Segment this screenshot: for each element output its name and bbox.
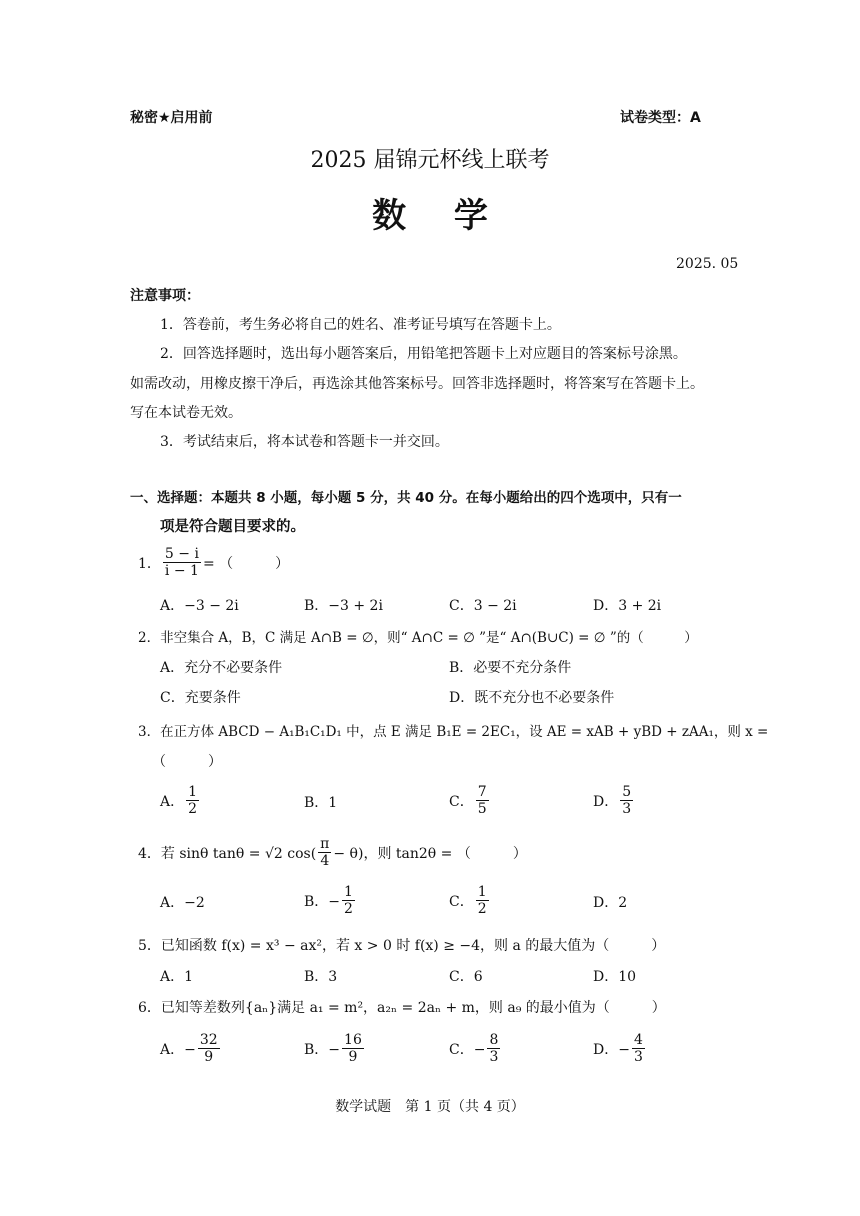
question-3-option-d[interactable] (593, 784, 635, 817)
notice-item-2c: 写在本试卷无效。 (130, 405, 242, 421)
option-label: B．− (304, 893, 341, 910)
option-label: B．− (304, 1041, 341, 1058)
exam-title: 2025 届锦元杯线上联考 (310, 148, 550, 173)
question-6-option-b[interactable] (304, 1032, 366, 1065)
fraction-denominator: 5 (477, 801, 487, 818)
fraction-denominator: 2 (477, 901, 487, 918)
fraction-denominator: 3 (622, 801, 632, 818)
question-3-option-b[interactable]: B．1 (304, 795, 338, 811)
section-heading-line1: 一、选择题：本题共 8 小题，每小题 5 分，共 40 分。在每小题给出的四个选项中，只有一 (130, 490, 682, 506)
question-6-option-d[interactable] (593, 1032, 647, 1065)
confidential-label: 秘密★启用前 (130, 110, 213, 126)
question-5-option-c[interactable]: C．6 (449, 969, 483, 985)
fraction-denominator: 4 (320, 853, 330, 870)
question-4-option-a[interactable]: A．−2 (160, 895, 205, 911)
question-5-option-b[interactable]: B．3 (304, 969, 338, 985)
question-2-option-b[interactable]: B．必要不充分条件 (449, 660, 572, 676)
question-6-option-c[interactable] (449, 1032, 502, 1065)
option-fraction (342, 1032, 364, 1065)
fraction-denominator: 9 (348, 1049, 358, 1066)
question-4-stem (138, 836, 527, 869)
question-1-tail: = （ ） (202, 555, 290, 572)
option-fraction (186, 784, 199, 817)
fraction-numerator: 5 (622, 784, 632, 800)
option-label: D．− (593, 1041, 630, 1058)
question-2-stem: 2．非空集合 A，B，C 满足 A∩B = ∅，则“ A∩C = ∅ ”是“ A∩(B∪C) = ∅ ”的（ ） (138, 630, 698, 646)
option-fraction (342, 884, 355, 917)
fraction-numerator: π (320, 836, 330, 852)
fraction-numerator: 4 (633, 1032, 643, 1048)
notice-item-3: 3．考试结束后，将本试卷和答题卡一并交回。 (160, 434, 449, 450)
fraction-numerator: 16 (344, 1032, 362, 1048)
question-1-option-d[interactable]: D．3 + 2i (593, 598, 662, 614)
option-label: C．− (449, 1041, 486, 1058)
option-fraction (198, 1032, 220, 1065)
fraction-numerator: 1 (344, 884, 353, 900)
option-fraction (476, 884, 489, 917)
fraction-numerator: 32 (199, 1032, 218, 1048)
fraction-denominator: 9 (204, 1049, 214, 1066)
notice-item-2b: 如需改动，用橡皮擦干净后，再选涂其他答案标号。回答非选择题时，将答案写在答题卡上。 (130, 376, 704, 392)
question-4-option-b[interactable] (304, 884, 357, 917)
question-1-option-b[interactable]: B．−3 + 2i (304, 598, 383, 614)
fraction-numerator: 1 (477, 884, 487, 900)
option-fraction (632, 1032, 645, 1065)
notice-item-2a: 2．回答选择题时，选出每小题答案后，用铅笔把答题卡上对应题目的答案标号涂黑。 (160, 346, 687, 362)
fraction-denominator: 3 (489, 1049, 499, 1066)
question-1-fraction (163, 546, 201, 579)
question-4-option-c[interactable] (449, 884, 491, 917)
fraction-numerator: 5 − i (164, 546, 199, 562)
question-6-stem: 6．已知等差数列{aₙ}满足 a₁ = m²，a₂ₙ = 2aₙ + m，则 a₉ 的最小值为（ ） (138, 1000, 666, 1016)
option-label: A．− (160, 1041, 196, 1058)
question-3-option-a[interactable] (160, 784, 201, 817)
notice-heading: 注意事项： (130, 288, 200, 304)
question-5-option-a[interactable]: A．1 (160, 969, 194, 985)
fraction-numerator: 1 (188, 784, 198, 800)
subject-title: 数 学 (372, 196, 506, 236)
question-3-stem: 3．在正方体 ABCD − A₁B₁C₁D₁ 中，点 E 满足 B₁E = 2EC₁，设 AE = xAB + yBD + zAA₁，则 x = (138, 724, 769, 740)
option-fraction (487, 1032, 500, 1065)
question-5-stem: 5．已知函数 f(x) = x³ − ax²，若 x > 0 时 f(x) ≥ −4，则 a 的最大值为（ ） (138, 938, 666, 954)
option-label: D． (593, 793, 619, 810)
option-fraction (476, 784, 489, 817)
question-4-option-d[interactable]: D．2 (593, 895, 628, 911)
question-2-option-c[interactable]: C．充要条件 (160, 690, 241, 706)
fraction-numerator: 8 (489, 1032, 499, 1048)
exam-date: 2025. 05 (676, 256, 739, 272)
paper-type-label: 试卷类型：A (620, 110, 701, 126)
question-4-pi-fraction (318, 836, 331, 869)
question-2-option-a[interactable]: A．充分不必要条件 (160, 660, 283, 676)
fraction-numerator: 7 (477, 784, 487, 800)
question-5-option-d[interactable]: D．10 (593, 969, 637, 985)
question-4-stem-a: 4．若 sinθ tanθ = √2 cos( (138, 845, 317, 862)
option-label: A． (160, 793, 185, 810)
question-6-option-a[interactable] (160, 1032, 222, 1065)
option-label: C． (449, 893, 474, 910)
section-heading-line2: 项是符合题目要求的。 (160, 519, 305, 535)
fraction-denominator: 3 (633, 1049, 643, 1066)
question-1-number: 1． (138, 555, 161, 572)
question-1-option-a[interactable]: A．−3 − 2i (160, 598, 239, 614)
question-2-option-d[interactable]: D．既不充分也不必要条件 (449, 690, 615, 706)
question-1-stem (138, 546, 289, 579)
question-3-paren: （ ） (152, 754, 222, 770)
question-4-stem-b: − θ)，则 tan2θ = （ ） (333, 845, 527, 862)
fraction-denominator: 2 (344, 901, 353, 918)
option-fraction (620, 784, 633, 817)
option-label: C． (449, 793, 474, 810)
page-footer: 数学试题 第 1 页（共 4 页） (335, 1099, 525, 1115)
fraction-denominator: 2 (188, 801, 198, 818)
notice-item-1: 1．答卷前，考生务必将自己的姓名、准考证号填写在答题卡上。 (160, 317, 561, 333)
question-3-option-c[interactable] (449, 784, 491, 817)
question-1-option-c[interactable]: C．3 − 2i (449, 598, 517, 614)
fraction-denominator: i − 1 (164, 563, 199, 580)
